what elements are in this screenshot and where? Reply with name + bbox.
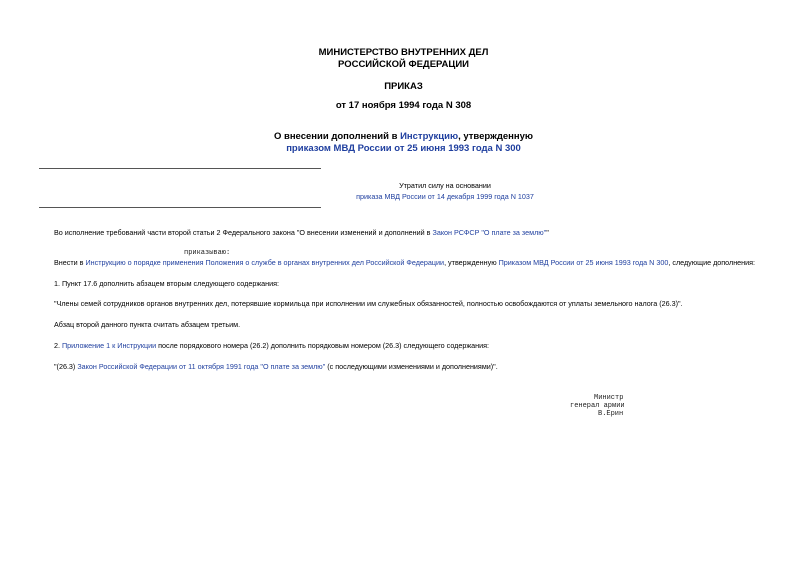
order-word: приказываю: (184, 249, 231, 257)
paragraph-quote-1: "Члены семей сотрудников органов внутренних дел, потерявшие кормильца при исполнении им служебных обязанностей, полностью освобождаются от уплаты земельного налога (26.3)". (54, 299, 683, 308)
amendments-text2: , утвержденную (444, 258, 499, 267)
signature-title: Министр (594, 394, 624, 402)
quote-2-link-law[interactable]: Закон Российской Федерации от 11 октября 1991 года "О плате за землю" (77, 362, 326, 371)
ministry-name-line1: МИНИСТЕРСТВО ВНУТРЕННИХ ДЕЛ (318, 47, 489, 58)
paragraph-item-1: 1. Пункт 17.6 дополнить абзацем вторым следующего содержания: (54, 279, 280, 288)
status-note-line1: Утратил силу на основании (399, 181, 491, 190)
document-date: от 17 ноября 1994 года N 308 (335, 100, 472, 111)
paragraph-renumber: Абзац второй данного пункта считать абзацем третьим. (54, 320, 241, 329)
document-type: ПРИКАЗ (384, 81, 423, 92)
signature-name: В.Ерин (598, 410, 624, 418)
quote-2-text1: "(26.3) (54, 362, 78, 371)
preamble-link-land-law[interactable]: Закон РСФСР "О плате за землю" (432, 228, 547, 237)
amendments-link-instruction[interactable]: Инструкцию о порядке применения Положения о службе в органах внутренних дел Российской Федерации (85, 258, 445, 267)
title-text-part2: , утвержденную (458, 131, 534, 142)
amendments-text1: Внести в (54, 258, 86, 267)
preamble-end: " (546, 228, 549, 237)
divider-top (39, 168, 321, 169)
quote-2-text2: (с последующими изменениями и дополнениями)". (325, 362, 498, 371)
document-title-line1 (0, 131, 807, 143)
title-link-instruction[interactable]: Инструкцию (400, 131, 459, 142)
paragraph-item-2 (54, 341, 489, 351)
status-note-line2 (280, 191, 610, 202)
preamble-text: Во исполнение требований части второй статьи 2 Федерального закона "О внесении изменений и дополнений в (54, 228, 433, 237)
item-2-number: 2. (54, 341, 62, 350)
title-text-part1: О внесении дополнений в (273, 131, 401, 142)
status-note-link[interactable]: приказа МВД России от 14 декабря 1999 года N 1037 (356, 192, 534, 201)
item-2-link-appendix[interactable]: Приложение 1 к Инструкции (62, 341, 157, 350)
amendments-text3: , следующие дополнения: (668, 258, 756, 267)
title-link-order-300[interactable]: приказом МВД России от 25 июня 1993 года N 300 (286, 143, 521, 154)
amendments-link-order-300[interactable]: Приказом МВД России от 25 июня 1993 года N 300 (498, 258, 669, 267)
signature-rank: генерал армии (570, 402, 625, 410)
divider-bottom (39, 207, 321, 208)
paragraph-preamble (54, 228, 549, 238)
paragraph-amendments (54, 258, 755, 268)
document-title-line2 (0, 143, 807, 155)
ministry-name-line2: РОССИЙСКОЙ ФЕДЕРАЦИИ (337, 59, 469, 70)
paragraph-quote-2 (54, 362, 498, 372)
item-2-text: после порядкового номера (26.2) дополнить порядковым номером (26.3) следующего содержания: (156, 341, 490, 350)
